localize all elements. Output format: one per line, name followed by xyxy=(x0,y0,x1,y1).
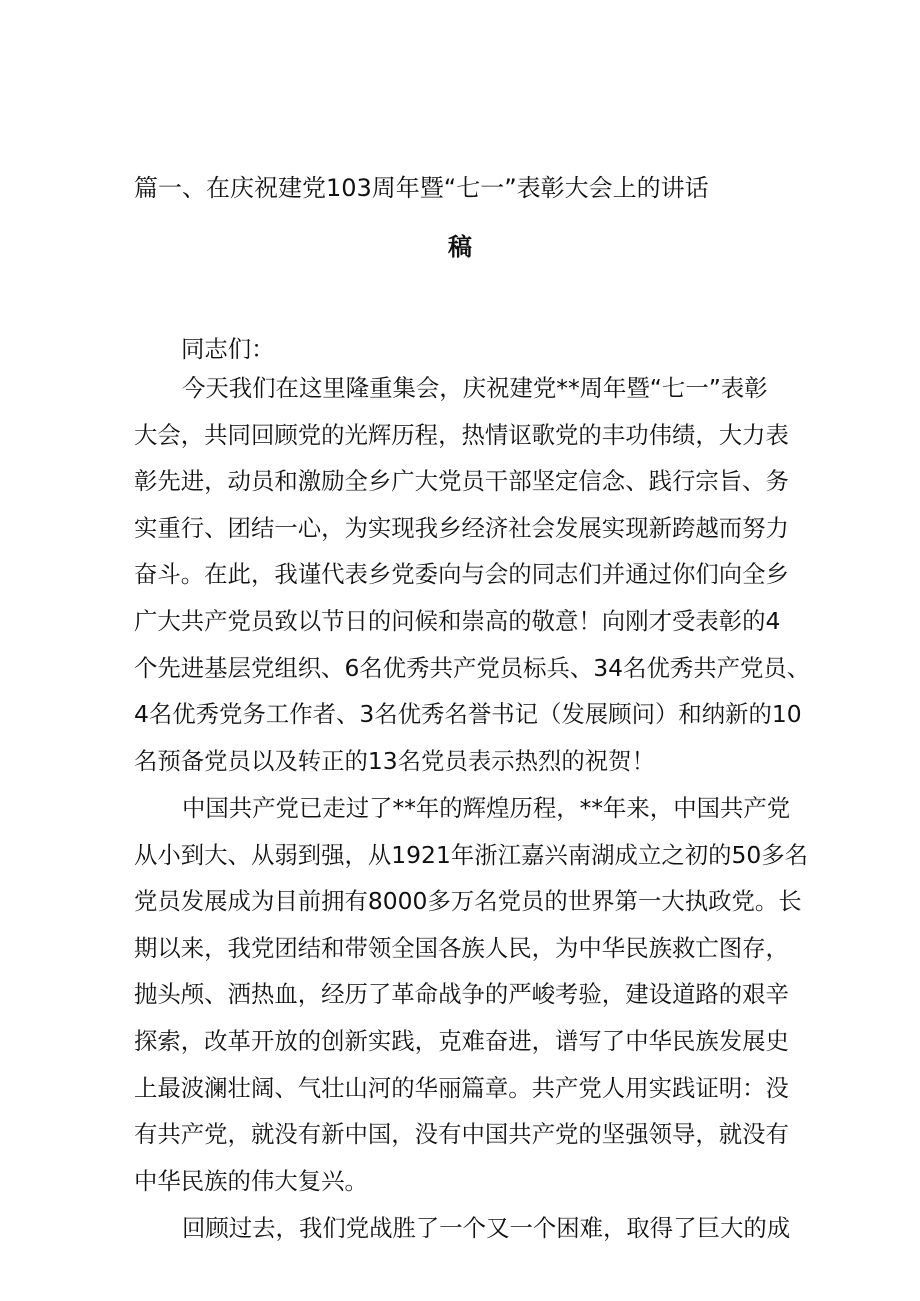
paragraph-line: 有共产党，就没有新中国，没有中国共产党的坚强领导，就没有 xyxy=(134,1120,789,1149)
paragraph-line: 广大共产党员致以节日的问候和崇高的敬意！向刚才受表彰的4 xyxy=(134,606,781,635)
paragraph-line: 探索，改革开放的创新实践，克难奋进，谱写了中华民族发展史 xyxy=(134,1026,789,1055)
paragraph-line: 4名优秀党务工作者、3名优秀名誉书记（发展顾问）和纳新的10 xyxy=(134,700,802,729)
paragraph-line: 中华民族的伟大复兴。 xyxy=(134,1166,368,1195)
paragraph-line: 大会，共同回顾党的光辉历程，热情讴歌党的丰功伟绩，大力表 xyxy=(134,420,789,449)
paragraph-line: 中国共产党已走过了**年的辉煌历程，**年来，中国共产党 xyxy=(182,794,791,822)
paragraph-line: 彰先进，动员和激励全乡广大党员干部坚定信念、践行宗旨、务 xyxy=(134,467,789,496)
paragraph-line: 上最波澜壮阔、气壮山河的华丽篇章。共产党人用实践证明：没 xyxy=(134,1073,789,1102)
paragraph-line: 党员发展成为目前拥有8000多万名党员的世界第一大执政党。长 xyxy=(134,887,802,916)
paragraph-line: 实重行、团结一心，为实现我乡经济社会发展实现新跨越而努力 xyxy=(134,513,789,542)
paragraph-line: 回顾过去，我们党战胜了一个又一个困难，取得了巨大的成 xyxy=(182,1214,791,1242)
paragraph-2 xyxy=(134,785,809,1204)
paragraph-line: 从小到大、从弱到强，从1921年浙江嘉兴南湖成立之初的50多名 xyxy=(134,840,809,869)
paragraph-3 xyxy=(134,1205,791,1252)
paragraph-line: 个先进基层党组织、6名优秀共产党员标兵、34名优秀共产党员、 xyxy=(134,653,811,682)
paragraph-line: 今天我们在这里隆重集会，庆祝建党**周年暨“七一”表彰 xyxy=(182,374,768,402)
paragraph-line: 期以来，我党团结和带领全国各族人民，为中华民族救亡图存， xyxy=(134,933,789,962)
document-title: 篇一、在庆祝建党103周年暨“七一”表彰大会上的讲话 xyxy=(134,174,709,202)
paragraph-line: 奋斗。在此，我谨代表乡党委向与会的同志们并通过你们向全乡 xyxy=(134,560,789,589)
paragraph-1 xyxy=(134,365,811,784)
paragraph-line: 抛头颅、洒热血，经历了革命战争的严峻考验，建设道路的艰辛 xyxy=(134,980,789,1009)
document-title-continued: 稿 xyxy=(448,233,472,261)
greeting: 同志们： xyxy=(181,335,275,363)
paragraph-line: 名预备党员以及转正的13名党员表示热烈的祝贺！ xyxy=(134,746,655,775)
